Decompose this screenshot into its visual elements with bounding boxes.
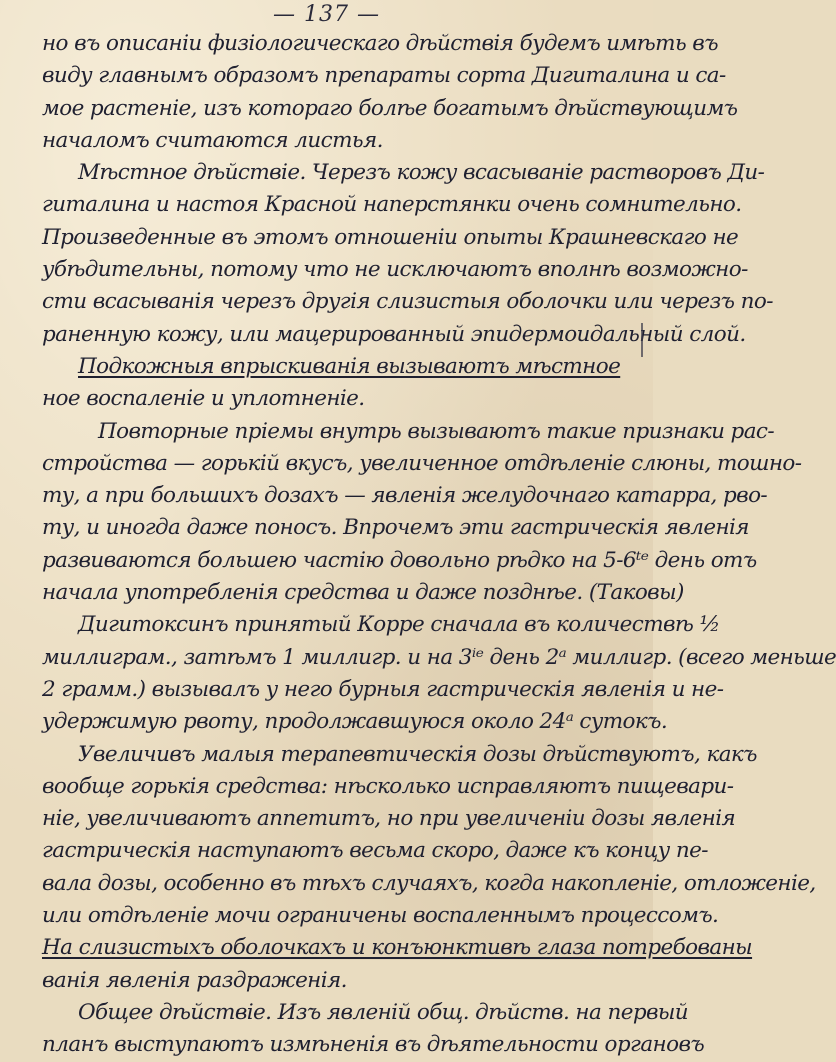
text-line: ту, а при большихъ дозахъ — явленія желудочнаго катарра, рво- — [42, 483, 768, 509]
page-number: — 137 — — [273, 2, 380, 27]
text-line: ное воспаленіе и уплотненіе. — [42, 386, 365, 412]
text-line: стройства — горькій вкусъ, увеличенное отдѣленіе слюны, тошно- — [42, 450, 802, 476]
text-line: или отдѣленіе мочи ограничены воспаленнымъ процессомъ. — [42, 903, 719, 929]
text-line: развиваются большею частію довольно рѣдко на 5-6ᵗᵉ день отъ — [42, 547, 757, 573]
text-line: но въ описаніи физіологическаго дѣйствія будемъ имѣть въ — [42, 31, 718, 56]
section-heading-general-action: Общее дѣйствіе. Изъ явленій общ. дѣйств. на первый — [78, 999, 689, 1025]
text-line: виду главнымъ образомъ препараты сорта Дигиталина и са- — [42, 63, 726, 89]
section-heading-subcutaneous: Подкожныя впрыскиванія вызываютъ мѣстное — [78, 353, 621, 379]
text-line: гиталина и настоя Красной наперстянки очень сомнительно. — [42, 192, 742, 218]
text-line: миллиграм., затѣмъ 1 миллигр. и на 3ⁱᵉ день 2ᵃ миллигр. (всего меньше — [42, 644, 836, 670]
text-line: началомъ считаются листья. — [42, 127, 383, 153]
text-line: убѣдительны, потому что не исключаютъ вполнѣ возможно- — [42, 257, 748, 283]
text-line: 2 грамм.) вызывалъ у него бурныя гастрическія явленія и не- — [42, 676, 724, 702]
margin-mark — [633, 323, 643, 357]
text-line: начала употребленія средства и даже позднѣе. (Таковы) — [42, 580, 684, 606]
text-line: мое растеніе, изъ котораго болѣе богатымъ дѣйствующимъ — [42, 95, 738, 121]
text-line: ванія явленія раздраженія. — [42, 967, 347, 993]
text-line: гастрическія наступаютъ весьма скоро, даже къ концу пе- — [42, 838, 708, 864]
text-line: раненную кожу, или мацерированный эпидермоидальный слой. — [42, 321, 746, 347]
text-line: планъ выступаютъ измѣненія въ дѣятельности органовъ — [42, 1032, 705, 1058]
text-line: ніе, увеличиваютъ аппетитъ, но при увеличеніи дозы явленія — [42, 806, 736, 832]
text-line: сти всасыванія черезъ другія слизистыя оболочки или черезъ по- — [42, 289, 773, 315]
paragraph-small-doses: Увеличивъ малыя терапевтическія дозы дѣйствуютъ, какъ — [78, 741, 757, 767]
text-line: вообще горькія средства: нѣсколько исправляютъ пищевари- — [42, 773, 734, 799]
paragraph-repeated-doses: Повторные пріемы внутрь вызываютъ такие признаки рас- — [98, 418, 775, 444]
handwritten-text-block — [42, 28, 836, 1062]
section-heading-local-action: Мѣстное дѣйствіе. Черезъ кожу всасываніе растворовъ Ди- — [78, 160, 765, 186]
text-line: вала дозы, особенно въ тѣхъ случаяхъ, когда накопленіе, отложеніе, — [42, 870, 816, 896]
text-line: ту, и иногда даже поносъ. Впрочемъ эти гастрическія явленія — [42, 515, 749, 541]
text-line: Произведенные въ этомъ отношеніи опыты Крашневскаго не — [42, 224, 739, 250]
text-line: удержимую рвоту, продолжавшуюся около 24ᵃ сутокъ. — [42, 709, 668, 735]
text-line-mucous: На слизистыхъ оболочкахъ и конъюнктивѣ глаза потребованы — [42, 935, 753, 961]
paragraph-digitoxin: Дигитоксинъ принятый Корре сначала въ количествѣ ½ — [78, 612, 720, 638]
